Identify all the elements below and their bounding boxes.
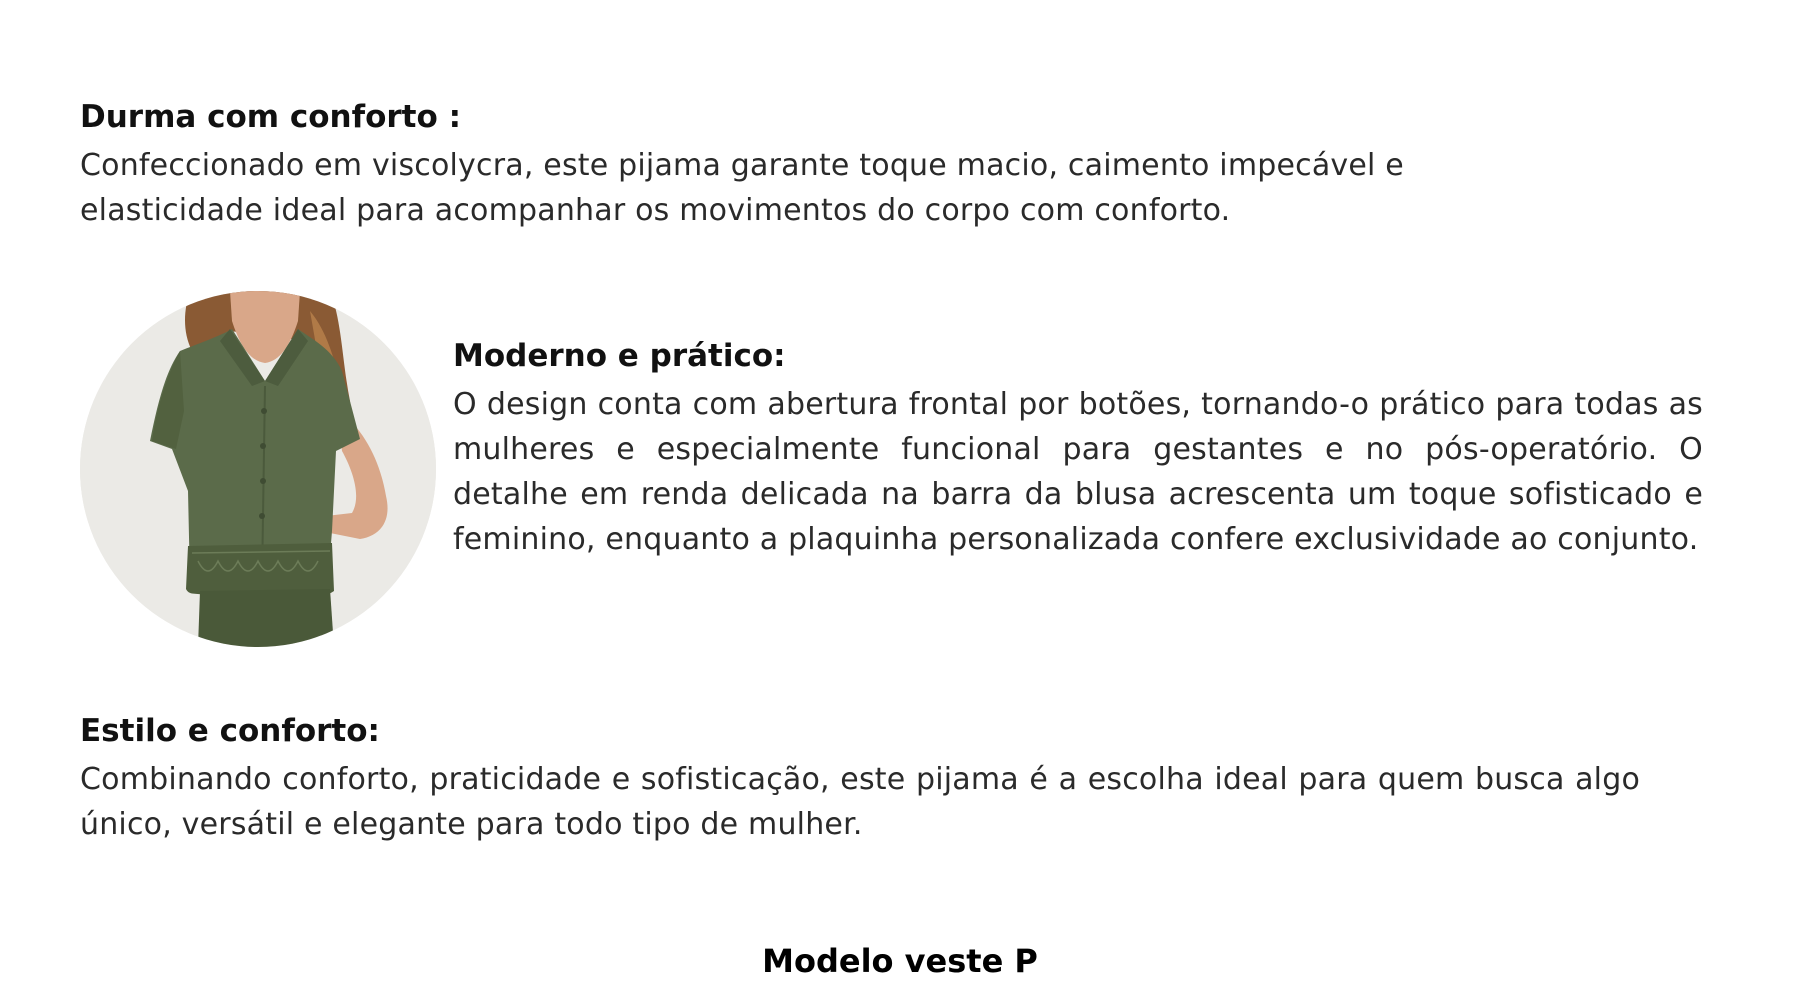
section-title-comfort: Durma com conforto :: [80, 99, 461, 135]
section-text-modern: O design conta com abertura frontal por botões, tornando-o prático para todas as mulheres e especialmente funcional para gestantes e no pós-operatório. O detalhe em renda delicada na barra da blusa acrescenta um toque sofisticado e feminino, enquanto a plaquinha personalizada confere exclusividade ao conjunto.: [453, 387, 1703, 557]
section-text-style: Combinando conforto, praticidade e sofisticação, este pijama é a escolha ideal para quem busca algo único, versátil e elegante para todo tipo de mulher.: [80, 762, 1640, 842]
section-text-comfort: Confeccionado em viscolycra, este pijama garante toque macio, caimento impecável e elasticidade ideal para acompanhar os movimentos do corpo com conforto.: [80, 148, 1404, 228]
model-size-note: Modelo veste P: [762, 942, 1038, 980]
section-title-style: Estilo e conforto:: [80, 713, 380, 749]
product-photo: [80, 291, 436, 647]
section-title-modern: Moderno e prático:: [453, 338, 786, 374]
